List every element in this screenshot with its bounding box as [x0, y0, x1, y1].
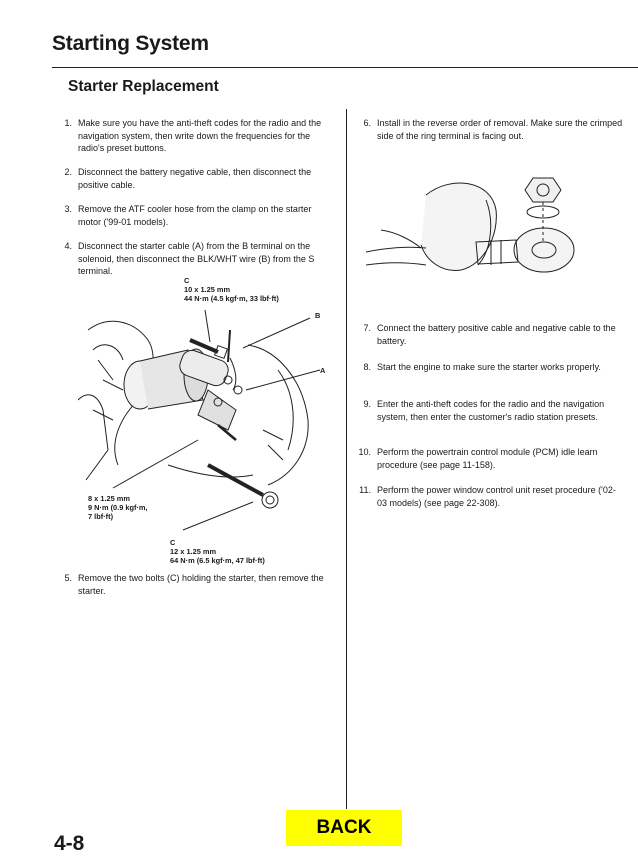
page-number: 4-8 [54, 832, 85, 855]
step-text: Remove the two bolts (C) holding the starter, then remove the starter. [78, 573, 324, 596]
spec-line: 10 x 1.25 mm [184, 285, 231, 294]
step-text: Enter the anti-theft codes for the radio and the navigation system, then enter the customer's radio station presets. [377, 399, 605, 422]
step-number: 2. [64, 167, 72, 177]
spec-line: 9 N·m (0.9 kgf·m, [88, 503, 148, 512]
callout-b: B [315, 311, 321, 320]
step-number: 4. [64, 241, 72, 251]
step-text: Connect the battery positive cable and negative cable to the battery. [377, 323, 616, 346]
step-text: Make sure you have the anti-theft codes for the radio and the navigation system, then write down the frequencies for the radio's preset buttons. [78, 118, 322, 154]
page-title: Starter Replacement [68, 78, 219, 95]
spec-line: 12 x 1.25 mm [170, 547, 217, 556]
step-number: 1. [64, 118, 72, 128]
callout-label-c: C [170, 538, 176, 547]
spec-line: 44 N·m (4.5 kgf·m, 33 lbf·ft) [184, 294, 279, 303]
spec-line: 7 lbf·ft) [88, 512, 114, 521]
step-number: 11. [359, 485, 371, 495]
step-number: 10. [358, 447, 371, 457]
step-text: Remove the ATF cooler hose from the clamp on the starter motor ('99-01 models). [78, 204, 312, 227]
ring-terminal-diagram [366, 170, 596, 290]
step-text: Perform the powertrain control module (PCM) idle learn procedure (see page 11-158). [377, 447, 598, 470]
step-number: 8. [363, 362, 371, 372]
step-text: Disconnect the battery negative cable, then disconnect the positive cable. [78, 167, 312, 190]
column-divider [346, 109, 347, 809]
step-number: 5. [64, 573, 72, 583]
step-text: Disconnect the starter cable (A) from the B terminal on the solenoid, then disconnect the BLK/WHT wire (B) from the S terminal. [78, 241, 315, 277]
callout-label-c: C [184, 276, 190, 285]
callout-a: A [320, 366, 326, 375]
step-number: 6. [363, 118, 371, 128]
header-rule [52, 67, 638, 68]
step-number: 9. [363, 399, 371, 409]
step-text: Perform the power window control unit reset procedure ('02-03 models) (see page 22-308). [377, 485, 616, 508]
spec-line: 64 N·m (6.5 kgf·m, 47 lbf·ft) [170, 556, 265, 565]
step-text: Start the engine to make sure the starter works properly. [377, 362, 601, 372]
section-title: Starting System [52, 32, 209, 55]
torque-spec-left [88, 494, 148, 521]
back-button[interactable]: BACK [286, 810, 402, 846]
step-number: 7. [363, 323, 371, 333]
step-text: Install in the reverse order of removal. Make sure the crimped side of the ring terminal is facing out. [377, 118, 623, 141]
step-number: 3. [64, 204, 72, 214]
spec-line: 8 x 1.25 mm [88, 494, 130, 503]
torque-spec-top [184, 276, 279, 303]
torque-spec-bottom [170, 538, 265, 565]
